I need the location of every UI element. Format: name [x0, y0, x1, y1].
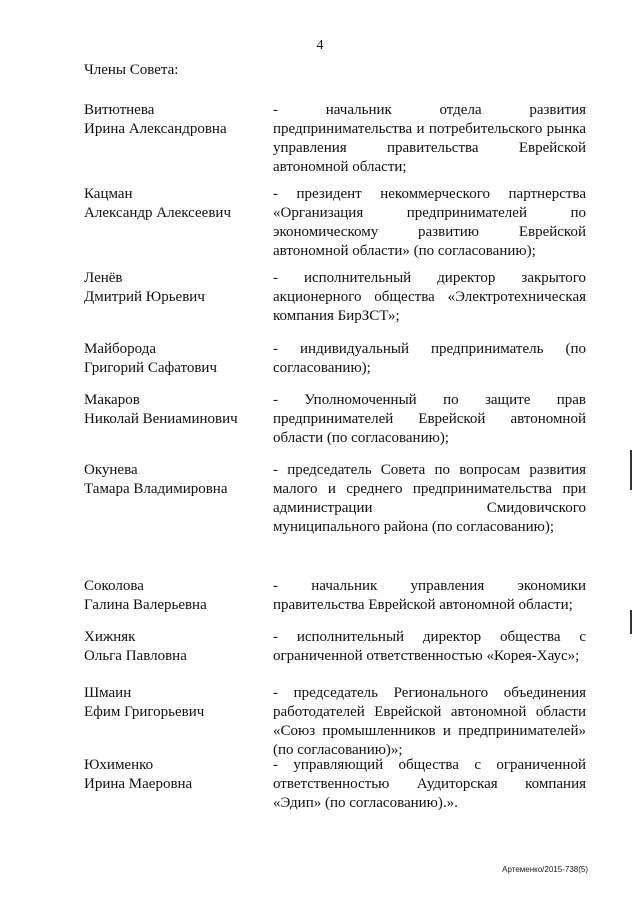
member-given-name: Тамара Владимировна: [84, 481, 228, 497]
member-name: [84, 577, 273, 615]
scan-artifact: [630, 610, 632, 634]
member-name: [84, 461, 273, 537]
member-surname: Витютнева: [84, 102, 155, 118]
member-name: [84, 340, 273, 378]
member-name: [84, 101, 273, 177]
member-position: - исполнительный директор закрытого акционерного общества «Электротехническая компания БирЗСТ»;: [273, 270, 586, 324]
member-surname: Майборода: [84, 341, 157, 357]
member-entry: [84, 185, 586, 261]
document-code: Артеменко/2015-738(5): [502, 865, 588, 874]
member-entry: [84, 756, 586, 813]
member-surname: Ленёв: [84, 270, 123, 286]
member-given-name: Ефим Григорьевич: [84, 704, 205, 720]
member-surname: Макаров: [84, 392, 140, 408]
member-given-name: Галина Валерьевна: [84, 597, 207, 613]
member-surname: Соколова: [84, 578, 144, 594]
member-given-name: Александр Алексеевич: [84, 205, 231, 221]
member-position: - управляющий общества с ограниченной ответственностью Аудиторская компания «Эдип» (по согласованию).».: [273, 757, 586, 811]
member-position: - президент некоммерческого партнерства «Организация предпринимателей по экономическому развитию Еврейской автономной области» (по согласованию);: [273, 186, 586, 259]
member-surname: Окунева: [84, 462, 138, 478]
member-entry: [84, 577, 586, 615]
member-position: - индивидуальный предприниматель (по согласованию);: [273, 341, 586, 376]
member-position: - председатель Регионального объединения работодателей Еврейской автономной области «Союз промышленников и предпринимателей» (по согласованию)»;: [273, 685, 586, 758]
member-entry: [84, 461, 586, 537]
section-heading: Члены Совета:: [84, 62, 179, 78]
member-name: [84, 185, 273, 261]
member-given-name: Ирина Александровна: [84, 121, 227, 137]
member-position: - председатель Совета по вопросам развития малого и среднего предпринимательства при администрации Смидовичского муниципального района (по согласованию);: [273, 462, 586, 535]
member-name: [84, 756, 273, 813]
member-entry: [84, 628, 586, 666]
member-entry: [84, 340, 586, 378]
member-surname: Шмаин: [84, 685, 132, 701]
member-given-name: Григорий Сафатович: [84, 360, 218, 376]
member-surname: Юхименко: [84, 757, 154, 773]
member-surname: Хижняк: [84, 629, 136, 645]
member-given-name: Николай Вениаминович: [84, 411, 238, 427]
page-number: 4: [316, 38, 324, 53]
member-position: - начальник управления экономики правительства Еврейской автономной области;: [273, 578, 586, 613]
member-entry: [84, 684, 586, 760]
member-position: - исполнительный директор общества с ограниченной ответственностью «Корея-Хаус»;: [273, 629, 586, 664]
member-name: [84, 391, 273, 448]
member-given-name: Дмитрий Юрьевич: [84, 289, 205, 305]
member-entry: [84, 269, 586, 326]
member-given-name: Ольга Павловна: [84, 648, 187, 664]
scan-artifact: [630, 450, 632, 490]
member-entry: [84, 101, 586, 177]
member-entry: [84, 391, 586, 448]
member-position: - начальник отдела развития предпринимательства и потребительского рынка управления правительства Еврейской автономной области;: [273, 102, 586, 175]
member-name: [84, 269, 273, 326]
member-name: [84, 684, 273, 760]
member-surname: Кацман: [84, 186, 133, 202]
member-given-name: Ирина Маеровна: [84, 776, 193, 792]
member-position: - Уполномоченный по защите прав предпринимателей Еврейской автономной области (по согласованию);: [273, 392, 586, 446]
member-name: [84, 628, 273, 666]
